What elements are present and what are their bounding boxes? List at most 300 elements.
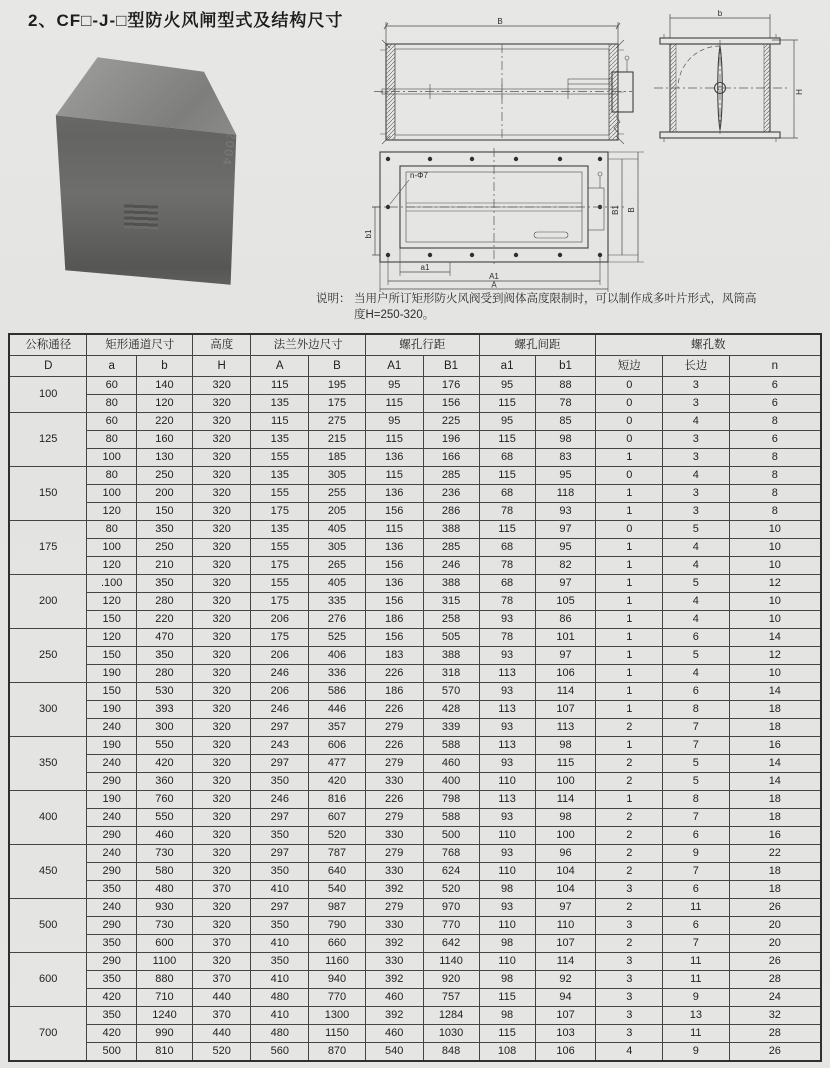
dimension-cell: 7 <box>663 863 730 881</box>
dimension-cell: 600 <box>136 935 192 953</box>
dimension-cell: 606 <box>309 737 366 755</box>
dimension-cell: 290 <box>87 953 137 971</box>
dimension-cell: 370 <box>192 881 250 899</box>
dimension-cell: 790 <box>309 917 366 935</box>
dimension-cell: 98 <box>479 935 535 953</box>
dimension-cell: 460 <box>365 1025 423 1043</box>
dimension-cell: 276 <box>309 611 366 629</box>
dimension-cell: 240 <box>87 899 137 917</box>
dimension-cell: 460 <box>423 755 479 773</box>
dimension-cell: 175 <box>251 557 309 575</box>
dimension-cell: 93 <box>479 899 535 917</box>
dimension-cell: 400 <box>423 773 479 791</box>
table-row <box>9 593 821 611</box>
dimension-cell: 1 <box>596 611 663 629</box>
dimension-cell: 110 <box>479 863 535 881</box>
plan-view-drawing <box>364 146 650 292</box>
table-row <box>9 485 821 503</box>
dimension-cell: 5 <box>663 521 730 539</box>
column-sub-header: a1 <box>479 356 535 377</box>
dimension-cell: 18 <box>729 863 821 881</box>
dimension-cell: 220 <box>136 611 192 629</box>
dimension-cell: 318 <box>423 665 479 683</box>
dimension-cell: 1 <box>596 575 663 593</box>
dimension-cell: 420 <box>87 989 137 1007</box>
page-title: 2、CF□-J-□型防火风闸型式及结构尺寸 <box>28 11 344 30</box>
dimension-cell: 0 <box>596 395 663 413</box>
dimension-cell: 505 <box>423 629 479 647</box>
dimension-cell: 113 <box>479 665 535 683</box>
dimension-cell: 320 <box>192 503 250 521</box>
dimension-cell: 14 <box>729 629 821 647</box>
header-row-groups <box>9 334 821 356</box>
table-row <box>9 539 821 557</box>
dimension-cell: 770 <box>423 917 479 935</box>
dimension-cell: 8 <box>729 485 821 503</box>
dimension-cell: 104 <box>535 881 596 899</box>
dimension-cell: 6 <box>729 395 821 413</box>
table-row <box>9 881 821 899</box>
dimension-cell: 115 <box>479 1025 535 1043</box>
dimension-cell: 320 <box>192 449 250 467</box>
dimension-cell: 388 <box>423 521 479 539</box>
dimension-cell: 480 <box>251 989 309 1007</box>
dimension-cell: 290 <box>87 863 137 881</box>
dimension-cell: 20 <box>729 917 821 935</box>
dimension-cell: 770 <box>309 989 366 1007</box>
dimension-cell: 95 <box>365 377 423 395</box>
nominal-diameter-cell: 300 <box>9 683 87 737</box>
dimension-cell: 101 <box>535 629 596 647</box>
column-group-header: 螺孔行距 <box>365 334 479 356</box>
dimension-cell: 280 <box>136 593 192 611</box>
dimension-cell: 320 <box>192 485 250 503</box>
dimension-cell: 10 <box>729 593 821 611</box>
table-row <box>9 719 821 737</box>
dimension-cell: 0 <box>596 377 663 395</box>
dimension-cell: 320 <box>192 395 250 413</box>
table-row <box>9 575 821 593</box>
dimension-cell: 1160 <box>309 953 366 971</box>
photo-grille <box>124 204 158 229</box>
dimension-cell: 18 <box>729 701 821 719</box>
dimension-cell: 350 <box>87 971 137 989</box>
dimension-cell: 110 <box>479 917 535 935</box>
plan-view-B1-label: B1 <box>611 205 620 215</box>
column-sub-header: A <box>251 356 309 377</box>
dimension-cell: 120 <box>87 557 137 575</box>
dimension-cell: 114 <box>535 953 596 971</box>
dimension-cell: 186 <box>365 611 423 629</box>
dimension-cell: 470 <box>136 629 192 647</box>
dimension-cell: 350 <box>251 863 309 881</box>
dimension-cell: 88 <box>535 377 596 395</box>
dimension-cell: 120 <box>136 395 192 413</box>
dimension-cell: 810 <box>136 1043 192 1062</box>
dimension-cell: 798 <box>423 791 479 809</box>
dimension-cell: 196 <box>423 431 479 449</box>
dimension-cell: 360 <box>136 773 192 791</box>
dimension-cell: 60 <box>87 377 137 395</box>
dimension-cell: 110 <box>479 953 535 971</box>
note-line1: 当用户所订矩形防火风阀受到阀体高度限制时，可以制作成多叶片形式，风筒高 <box>354 293 757 305</box>
dimension-cell: 9 <box>663 1043 730 1062</box>
dimension-cell: 240 <box>87 809 137 827</box>
dimension-cell: 320 <box>192 431 250 449</box>
table-row <box>9 755 821 773</box>
dimension-cell: 1 <box>596 737 663 755</box>
dimension-cell: 83 <box>535 449 596 467</box>
table-row <box>9 557 821 575</box>
dimension-cell: 28 <box>729 971 821 989</box>
dimension-cell: 20 <box>729 935 821 953</box>
dimension-cell: 118 <box>535 485 596 503</box>
dimension-cell: 215 <box>309 431 366 449</box>
dimension-cell: 350 <box>87 1007 137 1025</box>
dimension-cell: 0 <box>596 521 663 539</box>
dimension-cell: 175 <box>251 593 309 611</box>
dimension-cell: 115 <box>365 467 423 485</box>
dimension-cell: 392 <box>365 881 423 899</box>
dimension-cell: 500 <box>87 1043 137 1062</box>
dimension-cell: 320 <box>192 557 250 575</box>
dimension-cell: 22 <box>729 845 821 863</box>
plan-view-a1-label: a1 <box>420 263 430 272</box>
dimension-cell: 279 <box>365 845 423 863</box>
dimension-cell: 93 <box>479 719 535 737</box>
dimension-cell: 100 <box>87 449 137 467</box>
table-row <box>9 395 821 413</box>
column-sub-header: B1 <box>423 356 479 377</box>
dimension-cell: 150 <box>87 647 137 665</box>
dimension-cell: 1030 <box>423 1025 479 1043</box>
dimension-cell: 350 <box>136 521 192 539</box>
column-group-header: 法兰外边尺寸 <box>251 334 365 356</box>
dimension-cell: 757 <box>423 989 479 1007</box>
dimension-cell: 940 <box>309 971 366 989</box>
dimension-cell: 3 <box>596 1007 663 1025</box>
dimension-cell: 98 <box>535 809 596 827</box>
dimension-cell: 760 <box>136 791 192 809</box>
dimension-cell: 279 <box>365 809 423 827</box>
dimension-cell: 370 <box>192 971 250 989</box>
dimension-cell: 410 <box>251 971 309 989</box>
dimension-cell: 305 <box>309 467 366 485</box>
dimension-cell: 297 <box>251 755 309 773</box>
nominal-diameter-cell: 350 <box>9 737 87 791</box>
dimension-cell: 176 <box>423 377 479 395</box>
table-row <box>9 521 821 539</box>
dimension-cell: 290 <box>87 773 137 791</box>
plan-view-holes-label: n-Φ7 <box>410 171 428 180</box>
note-label: 说明： <box>316 293 351 305</box>
dimension-cell: 150 <box>87 683 137 701</box>
dimension-cell: 410 <box>251 1007 309 1025</box>
table-row <box>9 431 821 449</box>
nominal-diameter-cell: 450 <box>9 845 87 899</box>
dimension-cell: 80 <box>87 431 137 449</box>
dimension-cell: 95 <box>365 413 423 431</box>
plan-view-B-label: B <box>627 207 636 213</box>
table-body <box>9 377 821 1062</box>
table-row <box>9 737 821 755</box>
dimension-cell: 10 <box>729 557 821 575</box>
dimension-cell: 8 <box>729 413 821 431</box>
dimension-cell: 320 <box>192 629 250 647</box>
dimension-cell: 320 <box>192 719 250 737</box>
nominal-diameter-cell: 100 <box>9 377 87 413</box>
dimension-cell: 95 <box>479 377 535 395</box>
dimension-cell: 392 <box>365 1007 423 1025</box>
dimension-cell: 156 <box>423 395 479 413</box>
column-group-header: 螺孔间距 <box>479 334 596 356</box>
dimension-cell: 2 <box>596 719 663 737</box>
table-header <box>9 334 821 377</box>
dimension-cell: 440 <box>192 1025 250 1043</box>
dimension-cell: 285 <box>423 539 479 557</box>
dimension-cell: 68 <box>479 485 535 503</box>
dimension-cell: 6 <box>663 629 730 647</box>
dimension-cell: 320 <box>192 755 250 773</box>
front-view-width-label: b <box>717 9 723 18</box>
dimension-cell: 78 <box>535 395 596 413</box>
dimension-cell: 94 <box>535 989 596 1007</box>
dimension-cell: 588 <box>423 737 479 755</box>
side-view-width-label: B <box>497 17 503 26</box>
plan-view-A-label: A <box>491 280 497 290</box>
dimension-cell: 93 <box>479 647 535 665</box>
dimension-cell: 2 <box>596 845 663 863</box>
dimension-cell: 12 <box>729 575 821 593</box>
dimension-cell: 246 <box>423 557 479 575</box>
dimension-cell: 9 <box>663 989 730 1007</box>
dimension-cell: 1 <box>596 629 663 647</box>
dimension-cell: 2 <box>596 809 663 827</box>
dimension-cell: 2 <box>596 935 663 953</box>
dimension-cell: 6 <box>663 881 730 899</box>
dimension-cell: 2 <box>596 827 663 845</box>
dimension-cell: 1 <box>596 449 663 467</box>
dimension-cell: 135 <box>251 431 309 449</box>
dimension-cell: 1 <box>596 665 663 683</box>
dimension-cell: 14 <box>729 683 821 701</box>
dimension-cell: 226 <box>365 701 423 719</box>
dimension-cell: 642 <box>423 935 479 953</box>
dimension-cell: 135 <box>251 467 309 485</box>
dimension-cell: 320 <box>192 701 250 719</box>
dimension-cell: 225 <box>423 413 479 431</box>
dimension-cell: 1 <box>596 683 663 701</box>
dimension-cell: 236 <box>423 485 479 503</box>
nominal-diameter-cell: 150 <box>9 467 87 521</box>
table-row <box>9 1043 821 1062</box>
dimension-cell: 3 <box>663 449 730 467</box>
dimension-cell: 0 <box>596 413 663 431</box>
dimension-cell: 7 <box>663 935 730 953</box>
table-row <box>9 863 821 881</box>
dimension-cell: 460 <box>136 827 192 845</box>
dimension-cell: 255 <box>309 485 366 503</box>
note <box>316 291 822 323</box>
dimension-cell: 336 <box>309 665 366 683</box>
dimension-cell: 350 <box>251 917 309 935</box>
table-row <box>9 899 821 917</box>
dimension-cell: 9 <box>663 845 730 863</box>
dimension-cell: 156 <box>365 593 423 611</box>
dimension-cell: 10 <box>729 539 821 557</box>
dimension-cell: 5 <box>663 773 730 791</box>
note-line2: 度H=250-320。 <box>354 309 435 321</box>
dimension-cell: 136 <box>365 575 423 593</box>
dimension-cell: 246 <box>251 665 309 683</box>
product-photo <box>52 50 242 292</box>
dimension-cell: .100 <box>87 575 137 593</box>
dimension-cell: 93 <box>479 845 535 863</box>
dimension-cell: 240 <box>87 719 137 737</box>
dimension-cell: 320 <box>192 377 250 395</box>
dimension-cell: 710 <box>136 989 192 1007</box>
dimension-cell: 2 <box>596 863 663 881</box>
dimension-cell: 206 <box>251 683 309 701</box>
table-row <box>9 1007 821 1025</box>
dimension-cell: 370 <box>192 935 250 953</box>
dimension-cell: 95 <box>479 413 535 431</box>
dimension-cell: 350 <box>87 881 137 899</box>
dimension-cell: 320 <box>192 611 250 629</box>
dimension-cell: 265 <box>309 557 366 575</box>
dimension-cell: 420 <box>87 1025 137 1043</box>
dimension-cell: 68 <box>479 575 535 593</box>
dimension-cell: 6 <box>663 827 730 845</box>
dimension-cell: 1284 <box>423 1007 479 1025</box>
nominal-diameter-cell: 700 <box>9 1007 87 1062</box>
table-row <box>9 827 821 845</box>
dimension-cell: 320 <box>192 737 250 755</box>
table-row <box>9 467 821 485</box>
header-row-subcolumns <box>9 356 821 377</box>
dimension-cell: 28 <box>729 1025 821 1043</box>
dimension-cell: 175 <box>251 629 309 647</box>
dimension-cell: 160 <box>136 431 192 449</box>
dimension-cell: 3 <box>596 1025 663 1043</box>
dimension-cell: 320 <box>192 953 250 971</box>
dimension-cell: 406 <box>309 647 366 665</box>
dimension-cell: 320 <box>192 845 250 863</box>
table-row <box>9 503 821 521</box>
dimension-cell: 98 <box>479 971 535 989</box>
dimension-cell: 105 <box>535 593 596 611</box>
dimension-cell: 8 <box>663 791 730 809</box>
dimension-cell: 410 <box>251 935 309 953</box>
dimension-cell: 279 <box>365 899 423 917</box>
dimension-cell: 607 <box>309 809 366 827</box>
dimension-cell: 190 <box>87 665 137 683</box>
dimension-cell: 186 <box>365 683 423 701</box>
dimension-cell: 297 <box>251 899 309 917</box>
dimension-cell: 155 <box>251 539 309 557</box>
plan-view-b1-label: b1 <box>364 229 373 239</box>
dimension-cell: 7 <box>663 737 730 755</box>
dimension-cell: 12 <box>729 647 821 665</box>
dimension-cell: 108 <box>479 1043 535 1062</box>
dimension-cell: 428 <box>423 701 479 719</box>
dimension-cell: 97 <box>535 899 596 917</box>
dimension-cell: 120 <box>87 629 137 647</box>
dimension-cell: 156 <box>365 629 423 647</box>
dimension-cell: 18 <box>729 791 821 809</box>
dimension-cell: 305 <box>309 539 366 557</box>
dimension-cell: 16 <box>729 737 821 755</box>
dimension-cell: 243 <box>251 737 309 755</box>
dimension-cell: 0 <box>596 431 663 449</box>
dimension-cell: 3 <box>596 881 663 899</box>
dimension-cell: 560 <box>251 1043 309 1062</box>
dimension-cell: 115 <box>479 467 535 485</box>
dimension-cell: 10 <box>729 665 821 683</box>
dimension-cell: 166 <box>423 449 479 467</box>
dimension-cell: 93 <box>479 611 535 629</box>
dimension-cell: 3 <box>663 503 730 521</box>
dimension-cell: 115 <box>365 521 423 539</box>
column-sub-header: 长边 <box>663 356 730 377</box>
column-sub-header: H <box>192 356 250 377</box>
dimension-cell: 97 <box>535 647 596 665</box>
nominal-diameter-cell: 400 <box>9 791 87 845</box>
dimension-cell: 520 <box>192 1043 250 1062</box>
dimension-cell: 85 <box>535 413 596 431</box>
dimension-cell: 4 <box>663 539 730 557</box>
dimension-cell: 113 <box>479 791 535 809</box>
dimension-cell: 320 <box>192 593 250 611</box>
dimension-cell: 86 <box>535 611 596 629</box>
column-group-header: 矩形通道尺寸 <box>87 334 193 356</box>
dimension-cell: 98 <box>535 431 596 449</box>
dimension-cell: 660 <box>309 935 366 953</box>
dimension-cell: 78 <box>479 593 535 611</box>
dimension-cell: 183 <box>365 647 423 665</box>
dimension-cell: 93 <box>479 683 535 701</box>
dimension-cell: 392 <box>365 935 423 953</box>
table-row <box>9 971 821 989</box>
dimension-cell: 26 <box>729 1043 821 1062</box>
dimension-cell: 1 <box>596 539 663 557</box>
dimension-cell: 14 <box>729 755 821 773</box>
dimension-cell: 78 <box>479 629 535 647</box>
dimension-cell: 113 <box>479 737 535 755</box>
dimension-cell: 135 <box>251 521 309 539</box>
dimension-cell: 190 <box>87 791 137 809</box>
dimension-cell: 115 <box>479 989 535 1007</box>
dimension-cell: 97 <box>535 575 596 593</box>
dimension-cell: 8 <box>729 503 821 521</box>
dimension-cell: 190 <box>87 701 137 719</box>
column-group-header: 高度 <box>192 334 250 356</box>
dimension-cell: 388 <box>423 575 479 593</box>
column-sub-header: a <box>87 356 137 377</box>
dimension-cell: 370 <box>192 1007 250 1025</box>
dimension-cell: 1100 <box>136 953 192 971</box>
dimension-cell: 4 <box>596 1043 663 1062</box>
dimension-cell: 480 <box>251 1025 309 1043</box>
dimension-cell: 68 <box>479 449 535 467</box>
dimension-cell: 320 <box>192 647 250 665</box>
dimension-cell: 226 <box>365 791 423 809</box>
dimension-cell: 3 <box>596 989 663 1007</box>
table-row <box>9 629 821 647</box>
dimension-cell: 136 <box>365 485 423 503</box>
dimension-cell: 970 <box>423 899 479 917</box>
dimension-cell: 115 <box>365 431 423 449</box>
